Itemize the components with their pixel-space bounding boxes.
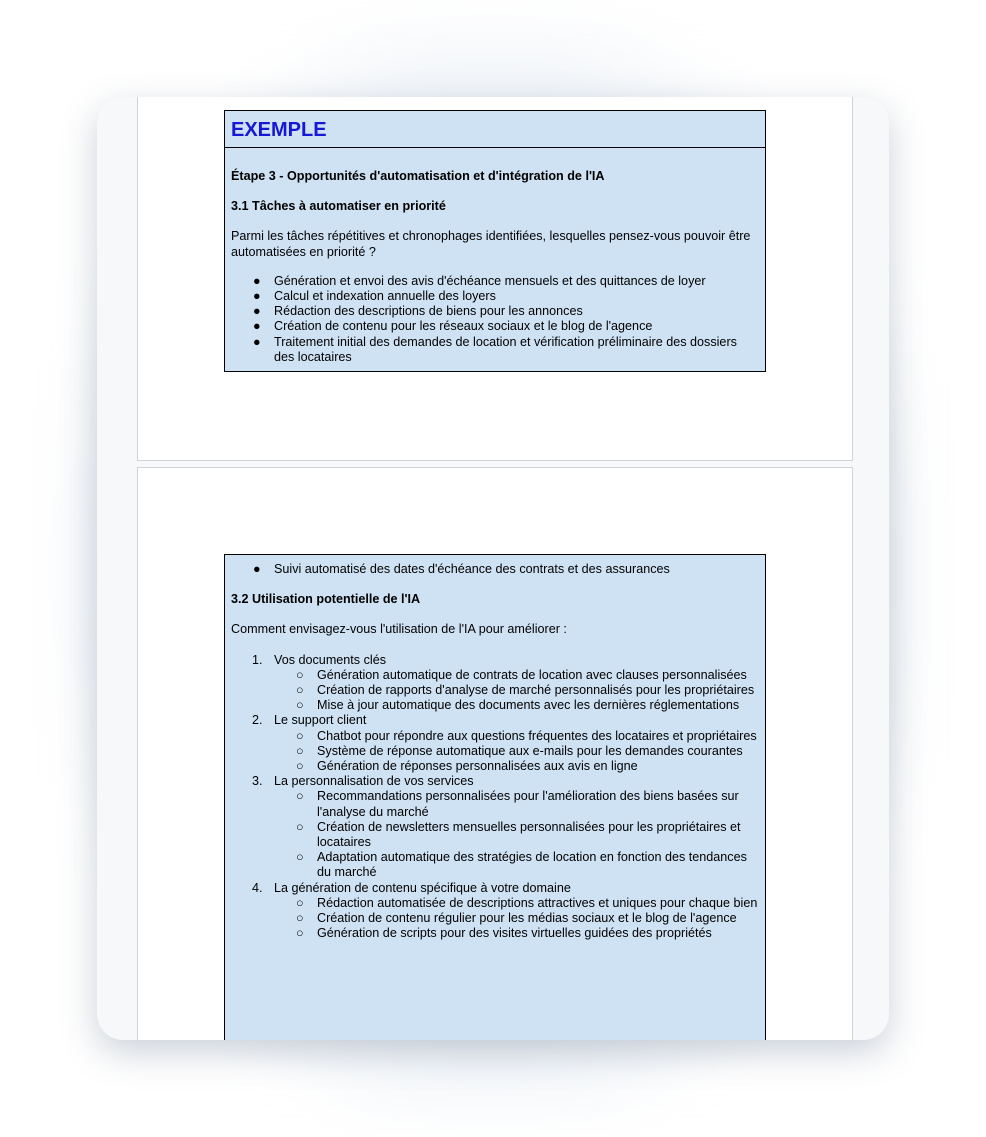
sub-list-item: [231, 911, 759, 926]
circle-bullet-icon: ○: [296, 819, 304, 834]
sub-list-item-text: Génération de scripts pour des visites virtuelles guidées des propriétés: [317, 926, 712, 941]
sub-list-item-text: Création de contenu régulier pour les médias sociaux et le blog de l'agence: [317, 911, 737, 926]
list-item-text: Suivi automatisé des dates d'échéance des contrats et des assurances: [274, 562, 670, 576]
list-item-text: Calcul et indexation annuelle des loyers: [274, 289, 496, 304]
item-number: 4.: [252, 880, 263, 895]
sub-list: [274, 789, 759, 880]
sub-list-item: [231, 789, 759, 819]
section-title: 3.1 Tâches à automatiser en priorité: [231, 199, 446, 214]
sub-list: [274, 729, 759, 775]
sub-list-item: [231, 850, 759, 880]
sub-list-item: [231, 896, 759, 911]
example-heading: EXEMPLE: [231, 119, 327, 141]
sub-list-item-text: Génération de réponses personnalisées aux avis en ligne: [317, 759, 638, 774]
sub-list-item: [231, 820, 759, 850]
sub-list-item: [231, 759, 759, 774]
numbered-item: [231, 881, 759, 942]
circle-bullet-icon: ○: [296, 895, 304, 910]
item-number: 1.: [252, 652, 263, 667]
list-item-text: Traitement initial des demandes de location et vérification préliminaire des dossiers des locataires: [274, 334, 737, 364]
example-box-continued: [224, 554, 766, 1040]
sub-list-item-text: Recommandations personnalisées pour l'amélioration des biens basées sur l'analyse du marché: [317, 789, 739, 819]
example-box: [224, 110, 766, 372]
sub-list-item-text: Système de réponse automatique aux e-mails pour les demandes courantes: [317, 743, 743, 758]
bullet-icon: ●: [253, 334, 261, 349]
sub-list-item-text: Rédaction automatisée de descriptions attractives et uniques pour chaque bien: [317, 895, 758, 910]
task-list-continued: [231, 562, 759, 577]
list-item: [231, 274, 759, 289]
list-item: [231, 319, 759, 334]
numbered-item-title: La génération de contenu spécifique à votre domaine: [274, 880, 571, 895]
item-number: 2.: [252, 713, 263, 728]
item-number: 3.: [252, 774, 263, 789]
numbered-item-title: Vos documents clés: [274, 652, 387, 667]
sub-list-item: [231, 926, 759, 941]
circle-bullet-icon: ○: [296, 911, 304, 926]
step-title: Étape 3 - Opportunités d'automatisation et d'intégration de l'IA: [231, 169, 605, 183]
sub-list: [274, 668, 759, 714]
circle-bullet-icon: ○: [296, 728, 304, 743]
list-item: [231, 335, 759, 365]
sub-list-item-text: Création de rapports d'analyse de marché personnalisés pour les propriétaires: [317, 683, 755, 698]
section-intro: Comment envisagez-vous l'utilisation de l'IA pour améliorer :: [231, 622, 567, 637]
sub-list-item: [231, 729, 759, 744]
list-item: [231, 289, 759, 304]
circle-bullet-icon: ○: [296, 683, 304, 698]
numbered-item: [231, 713, 759, 774]
sub-list-item-text: Chatbot pour répondre aux questions fréquentes des locataires et propriétaires: [317, 728, 757, 743]
ai-usage-list: [231, 653, 759, 942]
list-item: [231, 562, 759, 577]
sub-list-item: [231, 668, 759, 683]
circle-bullet-icon: ○: [296, 759, 304, 774]
section-intro: Parmi les tâches répétitives et chronophages identifiées, lesquelles pensez-vous pouvoir être automatisées en priorité ?: [231, 229, 751, 259]
bullet-icon: ●: [253, 273, 261, 288]
task-list: [231, 274, 759, 365]
bullet-icon: ●: [253, 562, 261, 576]
sub-list-item-text: Adaptation automatique des stratégies de location en fonction des tendances du marché: [317, 850, 747, 880]
list-item-text: Rédaction des descriptions de biens pour les annonces: [274, 304, 583, 319]
circle-bullet-icon: ○: [296, 926, 304, 941]
list-item-text: Création de contenu pour les réseaux sociaux et le blog de l'agence: [274, 319, 653, 334]
sub-list-item-text: Génération automatique de contrats de location avec clauses personnalisées: [317, 667, 747, 682]
bullet-icon: ●: [253, 319, 261, 334]
list-item-text: Génération et envoi des avis d'échéance mensuels et des quittances de loyer: [274, 273, 706, 288]
sub-list-item: [231, 683, 759, 698]
bullet-icon: ●: [253, 289, 261, 304]
circle-bullet-icon: ○: [296, 667, 304, 682]
sub-list-item-text: Mise à jour automatique des documents avec les dernières réglementations: [317, 698, 740, 713]
document-viewer[interactable]: [97, 97, 889, 1040]
sub-list-item: [231, 698, 759, 713]
numbered-item: [231, 653, 759, 714]
document-page-1: [137, 97, 853, 461]
sub-list: [274, 896, 759, 942]
section-title: 3.2 Utilisation potentielle de l'IA: [231, 592, 421, 607]
bullet-icon: ●: [253, 304, 261, 319]
sub-list-item: [231, 744, 759, 759]
numbered-item-title: La personnalisation de vos services: [274, 774, 474, 789]
numbered-item: [231, 774, 759, 880]
list-item: [231, 304, 759, 319]
circle-bullet-icon: ○: [296, 850, 304, 865]
numbered-item-title: Le support client: [274, 713, 367, 728]
sub-list-item-text: Création de newsletters mensuelles personnalisées pour les propriétaires et locataires: [317, 819, 741, 850]
circle-bullet-icon: ○: [296, 743, 304, 758]
circle-bullet-icon: ○: [296, 698, 304, 713]
example-box-header: [225, 111, 765, 148]
document-page-2: [137, 467, 853, 1040]
circle-bullet-icon: ○: [296, 789, 304, 804]
